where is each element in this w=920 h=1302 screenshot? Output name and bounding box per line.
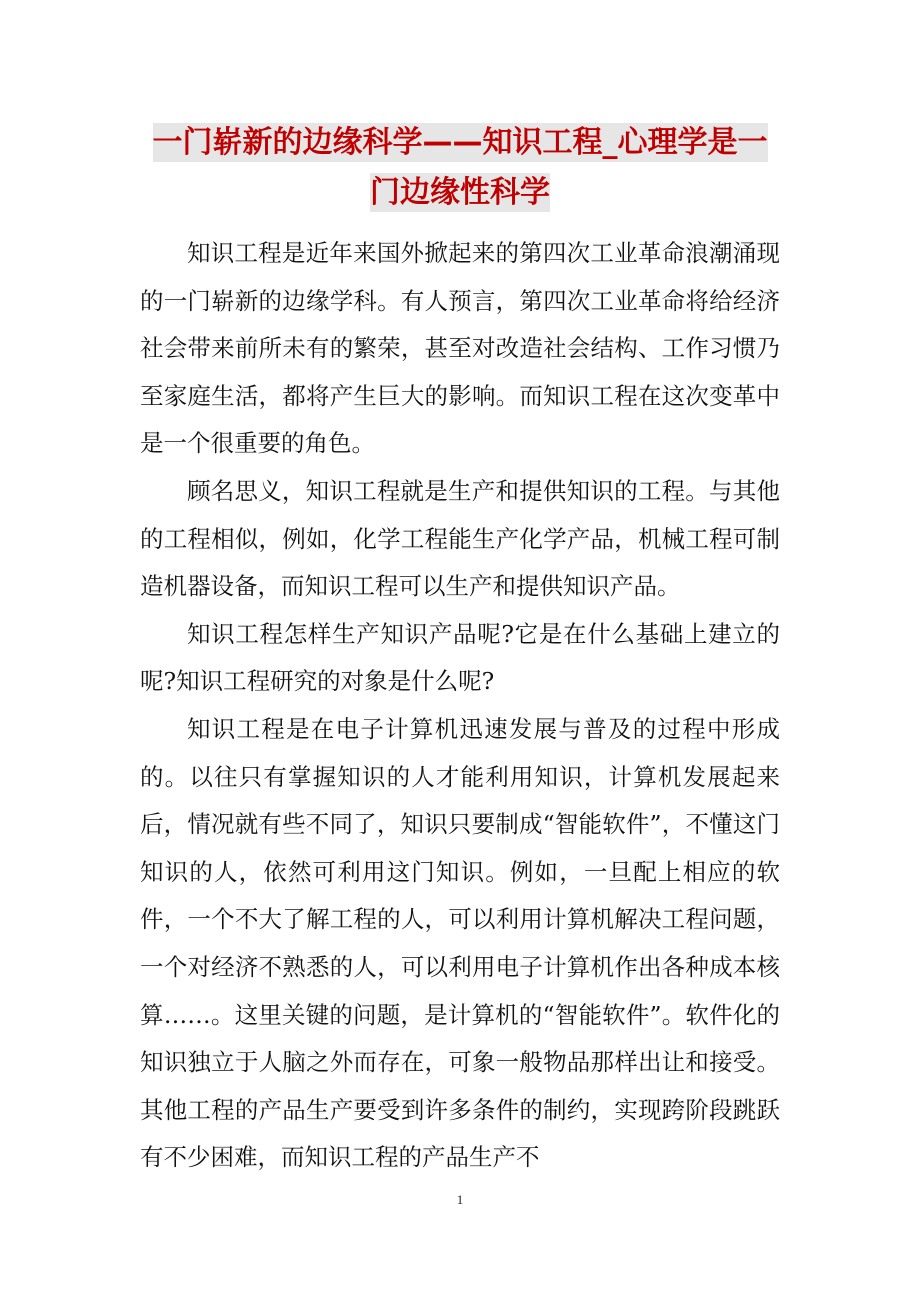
document-body	[140, 230, 780, 1182]
paragraph: 知识工程是在电子计算机迅速发展与普及的过程中形成的。以往只有掌握知识的人才能利用知识，计算机发展起来后，情况就有些不同了，知识只要制成“智能软件”，不懂这门知识的人，依然可利用这门知识。例如，一旦配上相应的软件，一个不大了解工程的人，可以利用计算机解决工程问题，一个对经济不熟悉的人，可以利用电子计算机作出各种成本核算……。这里关键的问题，是计算机的“智能软件”。软件化的知识独立于人脑之外而存在，可象一般物品那样出让和接受。其他工程的产品生产要受到许多条件的制约，实现跨阶段跳跃有不少困难，而知识工程的产品生产不	[140, 714, 780, 1172]
paragraph: 知识工程是近年来国外掀起来的第四次工业革命浪潮涌现的一门崭新的边缘学科。有人预言，第四次工业革命将给经济社会带来前所未有的繁荣，甚至对改造社会结构、工作习惯乃至家庭生活，都将产生巨大的影响。而知识工程在这次变革中是一个很重要的角色。	[140, 239, 780, 458]
document-title	[140, 118, 780, 218]
page-number: 1	[456, 1192, 464, 1207]
paragraph: 知识工程怎样生产知识产品呢?它是在什么基础上建立的呢?知识工程研究的对象是什么呢?	[140, 619, 780, 696]
paragraph: 顾名思义，知识工程就是生产和提供知识的工程。与其他的工程相似，例如，化学工程能生产化学产品，机械工程可制造机器设备，而知识工程可以生产和提供知识产品。	[140, 476, 780, 601]
document-title-text: 一门崭新的边缘科学——知识工程_心理学是一门边缘性科学	[152, 125, 768, 210]
